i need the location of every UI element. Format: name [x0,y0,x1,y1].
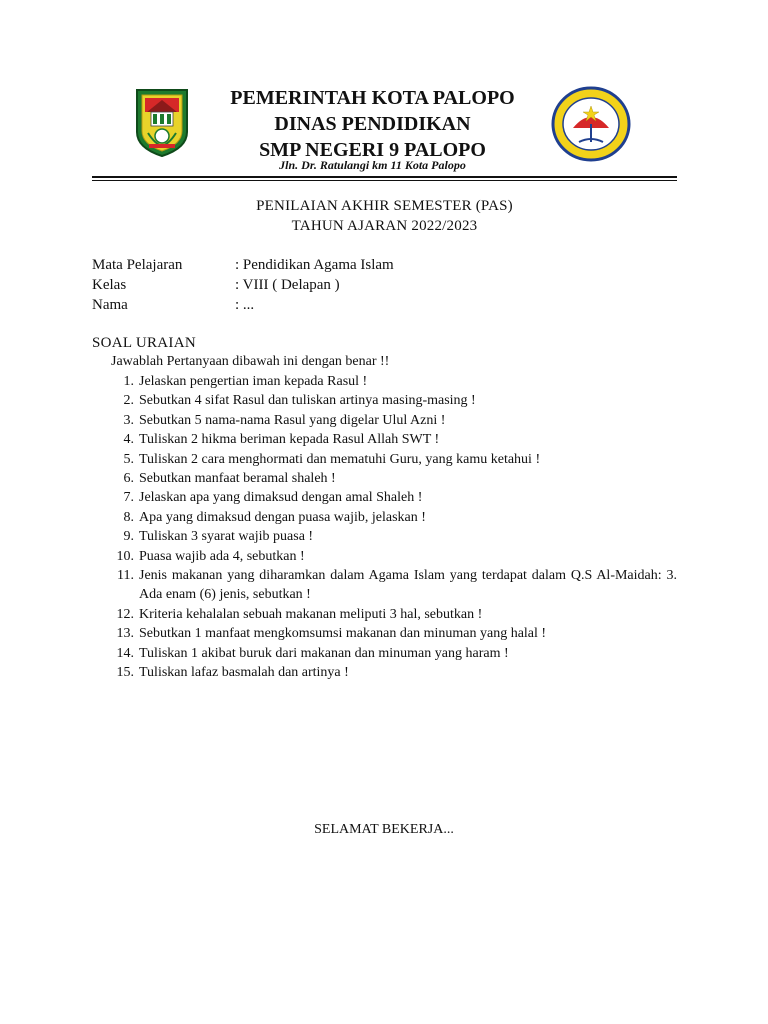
question-text: Sebutkan 5 nama-nama Rasul yang digelar Ulul Azni ! [139,412,446,428]
question-item [0,372,768,391]
question-text: Jenis makanan yang diharamkan dalam Agama Islam yang terdapat dalam Q.S Al-Maidah: 3. Ada enam (6) jenis, sebutkan ! [139,568,677,603]
class-label: Kelas [92,277,127,293]
city-emblem-logo [133,86,191,158]
question-item [0,566,768,605]
question-list [0,372,768,683]
question-text: Tuliskan 3 syarat wajib puasa ! [139,529,314,545]
question-number: 4. [123,432,134,448]
question-number: 6. [123,471,134,487]
government-line: PEMERINTAH KOTA PALOPO [230,87,515,109]
question-text: Puasa wajib ada 4, sebutkan ! [139,548,305,564]
header-divider-thin [92,180,677,181]
question-item [0,430,768,449]
question-text: Sebutkan manfaat beramal shaleh ! [139,471,336,487]
question-number: 12. [116,606,134,622]
school-name: SMP NEGERI 9 PALOPO [259,139,486,161]
question-item [0,411,768,430]
question-number: 10. [116,548,134,564]
question-item [0,508,768,527]
question-item [0,663,768,682]
question-text: Apa yang dimaksud dengan puasa wajib, jelaskan ! [139,509,426,525]
question-number: 3. [123,412,134,428]
school-emblem-logo [551,84,631,164]
question-number: 1. [123,374,134,389]
question-number: 8. [123,509,134,525]
question-text: Jelaskan apa yang dimaksud dengan amal Shaleh ! [139,490,423,506]
question-text: Jelaskan pengertian iman kepada Rasul ! [139,374,368,389]
question-number: 11. [117,568,134,584]
question-text: Tuliskan 2 hikma beriman kepada Rasul Allah SWT ! [139,432,440,448]
question-item [0,469,768,488]
question-text: Sebutkan 1 manfaat mengkomsumsi makanan dan minuman yang halal ! [139,626,547,642]
school-address: Jln. Dr. Ratulangi km 11 Kota Palopo [279,158,466,172]
question-item [0,547,768,566]
question-item [0,391,768,410]
question-number: 9. [123,529,134,545]
question-item [0,605,768,624]
subject-value: : Pendidikan Agama Islam [235,257,394,273]
question-item [0,527,768,546]
class-value: : VIII ( Delapan ) [235,277,340,293]
question-item [0,624,768,643]
header-divider-thick [92,176,677,178]
question-text: Tuliskan 2 cara menghormati dan mematuhi Guru, yang kamu ketahui ! [139,451,541,467]
section-instruction: Jawablah Pertanyaan dibawah ini dengan benar !! [111,354,390,369]
name-value: : ... [235,297,255,313]
subject-label: Mata Pelajaran [92,257,183,273]
exam-title: PENILAIAN AKHIR SEMESTER (PAS) [256,198,513,214]
question-text: Sebutkan 4 sifat Rasul dan tuliskan artinya masing-masing ! [139,393,476,409]
question-number: 13. [116,626,134,642]
section-title: SOAL URAIAN [92,335,196,351]
question-number: 14. [116,645,134,661]
question-item [0,488,768,507]
question-number: 15. [116,665,134,681]
question-text: Tuliskan lafaz basmalah dan artinya ! [139,665,349,681]
question-number: 2. [123,393,134,409]
closing-message: SELAMAT BEKERJA... [314,822,454,837]
question-item [0,644,768,663]
question-number: 5. [123,451,134,467]
question-number: 7. [123,490,134,506]
department-line: DINAS PENDIDIKAN [274,113,471,135]
question-text: Tuliskan 1 akibat buruk dari makanan dan minuman yang haram ! [139,645,509,661]
academic-year: TAHUN AJARAN 2022/2023 [291,218,478,234]
question-item [0,450,768,469]
question-text: Kriteria kehalalan sebuah makanan meliputi 3 hal, sebutkan ! [139,606,483,622]
name-label: Nama [92,297,128,313]
